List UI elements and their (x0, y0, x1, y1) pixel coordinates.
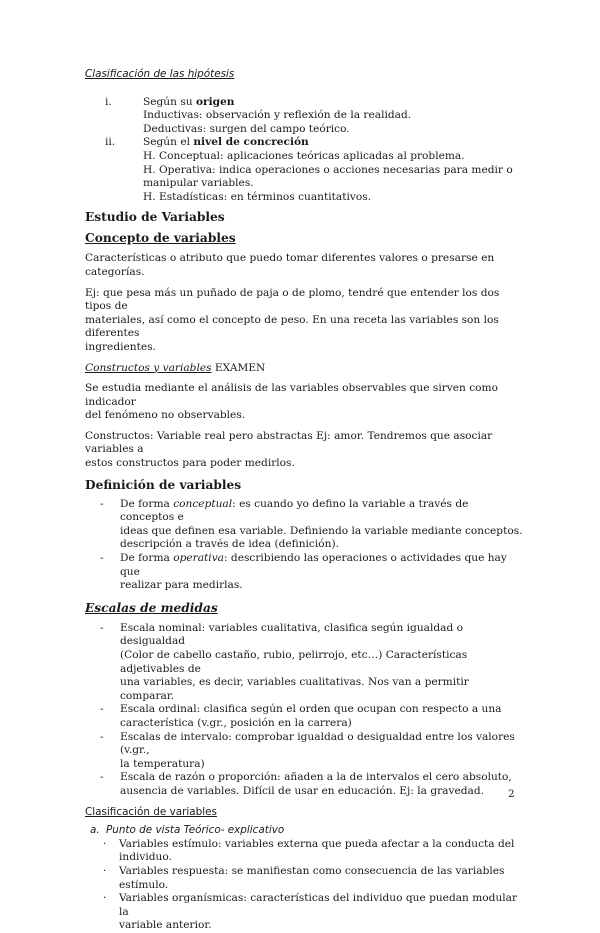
escala-item-razon (100, 771, 525, 798)
dash-marker: - (100, 621, 104, 634)
item-line: Variables estímulo: variables externa que pueda afectar a la conducta del (119, 837, 515, 850)
concepto-paragraph-2 (85, 287, 525, 355)
item-lead: Según el (143, 136, 194, 149)
clasificacion-item-organismicas (103, 892, 525, 933)
item-pre: De forma (120, 552, 174, 565)
item-line: descripción a través de idea (definición). (120, 538, 339, 551)
item-line: Escala nominal: variables cualitativa, clasifica según igualdad o desigualdad (120, 621, 463, 648)
clasificacion-subheading (90, 824, 525, 838)
item-line: Variables respuesta: se manifiestan como consecuencia de las variables estímulo. (119, 864, 505, 891)
clasificacion-item-estimulo (103, 838, 525, 865)
exam-tag: EXAMEN (211, 361, 266, 374)
item-line: (Color de cabello castaño, rubio, pelirrojo, etc…) Características adjetivables de (120, 649, 468, 675)
item-line: Escala de razón o proporción: añaden a la de intervalos el cero absoluto, (120, 771, 512, 784)
escala-item-intervalo (100, 731, 525, 772)
item-line: Escalas de intervalo: comprobar igualdad o desigualdad entre los valores (v.gr., (120, 730, 515, 757)
item-line: característica (v.gr., posición en la carrera) (120, 716, 352, 729)
constructos-title: Constructos y variables (85, 361, 212, 374)
item-lead: Según su (143, 95, 196, 108)
item-lead-bold: origen (195, 95, 235, 108)
paragraph-line: del fenómeno no observables. (85, 409, 246, 422)
paragraph-line: Constructos: Variable real pero abstractas Ej: amor. Tendremos que asociar variables a (85, 429, 493, 456)
paragraph-line: Se estudia mediante el análisis de las variables observables que sirven como indicador (85, 382, 498, 408)
definicion-item-conceptual (100, 498, 525, 552)
item-line: : es cuando yo defino la variable a través de conceptos e (120, 497, 469, 524)
sub-title: Punto de vista Teórico- explicativo (106, 824, 285, 837)
item-line: Escala ordinal: clasifica según el orden que ocupan con respecto a una (120, 703, 502, 716)
paragraph-line: Ej: que pesa más un puñado de paja o de plomo, tendré que entender los dos tipos de (85, 286, 500, 313)
constructos-paragraph-2 (85, 430, 525, 471)
escalas-heading: Escalas de medidas (85, 600, 218, 615)
item-line: Variables organísmicas: características del individuo que puedan modular la (119, 892, 518, 918)
item-line: una variables, es decir, variables cualitativas. Nos van a permitir comparar. (120, 676, 469, 702)
item-line: ideas que definen esa variable. Definiendo la variable mediante conceptos. (120, 524, 523, 537)
dot-marker: · (103, 837, 107, 850)
hipotesis-item-concrecion (105, 136, 525, 204)
constructos-title-line (85, 362, 525, 376)
clasificacion-item-respuesta (103, 865, 525, 892)
item-lead-bold: nivel de concreción (193, 136, 309, 149)
item-line: variable anterior. (119, 919, 212, 932)
paragraph-line: ingredientes. (85, 340, 156, 353)
item-line: H. Estadísticas: en términos cuantitativos. (143, 190, 372, 203)
definicion-heading: Definición de variables (85, 477, 242, 492)
dash-marker: - (100, 703, 104, 716)
clasificacion-title: Clasificación de variables (85, 805, 217, 818)
item-emphasis: conceptual (173, 497, 233, 510)
dash-marker: - (100, 552, 104, 565)
item-line: H. Operativa: indica operaciones o acciones necesarias para medir o (143, 163, 513, 176)
roman-numeral: ii. (105, 136, 116, 149)
item-line: H. Conceptual: aplicaciones teóricas aplicadas al problema. (143, 149, 465, 162)
item-line: : describiendo las operaciones o actividades que hay que (120, 552, 507, 578)
item-line: realizar para medirlas. (120, 579, 243, 592)
item-line: individuo. (119, 851, 172, 864)
paragraph-line: estos constructos para poder medirlos. (85, 457, 295, 470)
hipotesis-title: Clasificación de las hipótesis (85, 68, 235, 80)
item-line: ausencia de variables. Difícil de usar en educación. Ej: la gravedad. (120, 784, 484, 797)
item-line: Deductivas: surgen del campo teórico. (143, 122, 350, 135)
dash-marker: - (100, 497, 104, 510)
item-pre: De forma (120, 497, 174, 510)
dot-marker: · (103, 864, 107, 877)
constructos-paragraph-1 (85, 382, 525, 423)
dash-marker: - (100, 730, 104, 743)
dot-marker: · (103, 892, 107, 905)
paragraph-line: materiales, así como el concepto de peso. En una receta las variables son los diferentes (85, 313, 499, 340)
item-line: manipular variables. (143, 177, 254, 190)
sub-marker: a. (90, 824, 100, 837)
hipotesis-item-origen (105, 96, 525, 137)
concepto-paragraph-1: Características o atributo que puedo tomar diferentes valores o presarse en categorías. (85, 252, 495, 278)
dash-marker: - (100, 771, 104, 784)
escala-item-nominal (100, 622, 525, 704)
estudio-heading: Estudio de Variables (85, 210, 225, 225)
escala-item-ordinal (100, 703, 525, 730)
item-line: la temperatura) (120, 757, 205, 770)
item-emphasis: operativa (173, 552, 224, 565)
roman-numeral: i. (105, 95, 112, 108)
document-page (85, 68, 525, 933)
concepto-heading: Concepto de variables (85, 231, 236, 246)
definicion-item-operativa (100, 552, 525, 593)
page-number: 2 (508, 788, 515, 800)
item-line: Inductivas: observación y reflexión de la realidad. (143, 109, 412, 122)
